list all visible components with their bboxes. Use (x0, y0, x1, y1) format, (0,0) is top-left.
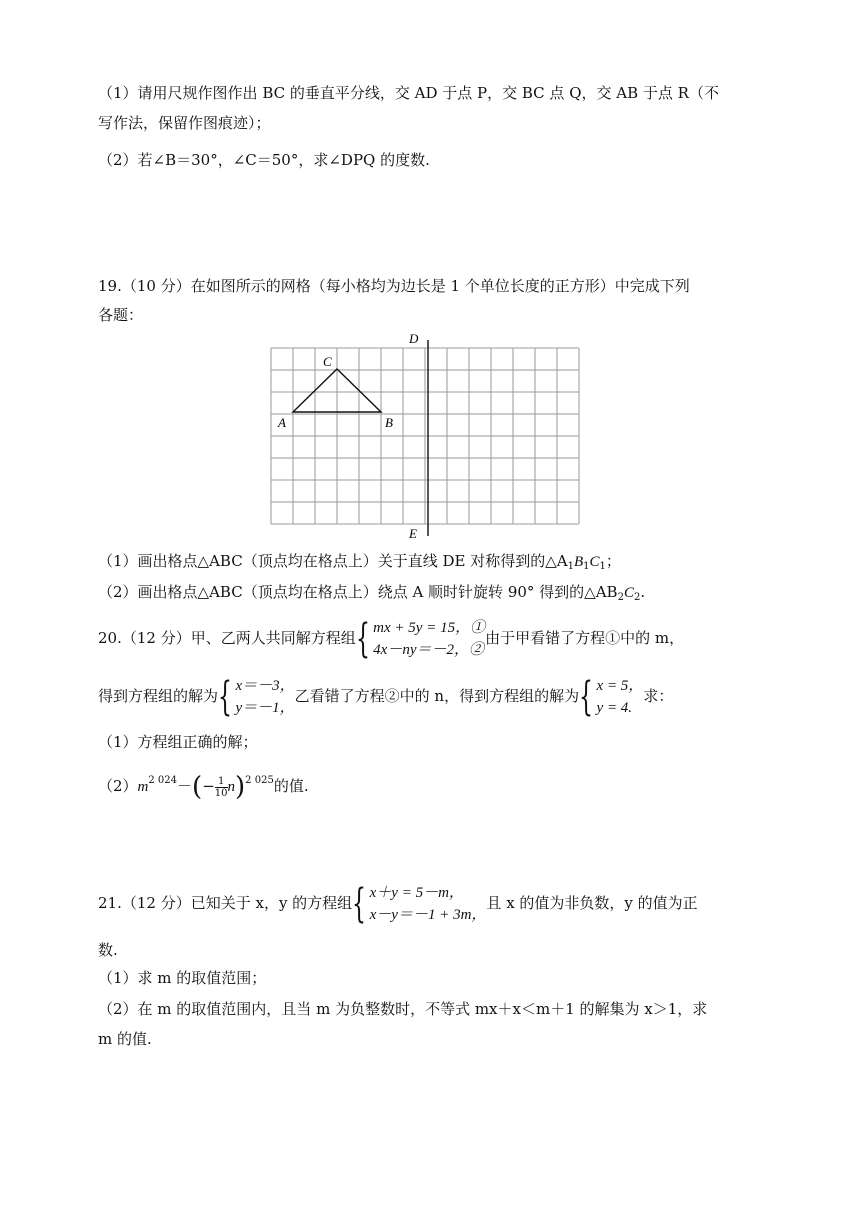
q21-stem: 21.（12 分）已知关于 x，y 的方程组{ x＋y = 5－m， x－y＝－1 + 3m， 且 x 的值为非负数，y 的值为正 (98, 881, 698, 927)
equation-system-1: mx + 5y = 15，① 4x－ny＝－2，② (373, 620, 486, 658)
q19-part2: （2）画出格点△ABC（顶点均在格点上）绕点 A 顺时针旋转 90° 得到的$\triangle AB_2C_2$. (98, 583, 646, 603)
q19-stem-line1: 19.（10 分）在如图所示的网格（每小格均为边长是 1 个单位长度的正方形）中完成下列 (98, 277, 690, 295)
equation-system-2: x＋y = 5－m， x－y＝－1 + 3m， (369, 885, 487, 923)
label-c: C (323, 354, 332, 369)
q21-part2-line2: m 的值. (98, 1030, 152, 1048)
q19-part1: （1）画出格点△ABC（顶点均在格点上）关于直线 DE 对称得到的$\triangle A_1B_1C_1$； (98, 552, 621, 572)
grid-lines (271, 348, 579, 524)
q18-part1-line1: （1）请用尺规作图作出 BC 的垂直平分线，交 AD 于点 P，交 BC 点 Q，交 AB 于点 R（不 (98, 84, 719, 102)
q20-part1: （1）方程组正确的解； (98, 733, 258, 751)
q20-part2: $(2)m^{2 024}-(-$ $\frac{1}{10}$ n)$^{2 025}$的值. (98, 772, 309, 802)
label-d: D (409, 331, 419, 346)
q18-part1-line2: 写作法，保留作图痕迹）； (98, 114, 271, 132)
q18-part2: （2）若∠B＝30°，∠C＝50°，求∠DPQ 的度数. (98, 151, 430, 169)
label-a: A (278, 415, 286, 430)
solution-2: x = 5， y = 4. (596, 678, 644, 716)
label-b: B (385, 415, 393, 430)
q21-part1: （1）求 m 的取值范围； (98, 969, 267, 987)
q21-part2-line1: （2）在 m 的取值范围内，且当 m 为负整数时，不等式 mx＋x＜m＋1 的解集为 x＞1，求 (98, 1000, 708, 1018)
q20-solutions: 得到方程组的解为{ x＝－3， y＝－1， 乙看错了方程②中的 n，得到方程组的解为{ x = 5， y = 4. 求： (98, 674, 674, 720)
solution-1: x＝－3， y＝－1， (235, 678, 295, 716)
q21-stem-line2: 数. (98, 941, 118, 959)
fraction: $\frac{1}{10}$ (214, 775, 228, 799)
q19-stem-line2: 各题： (98, 306, 144, 324)
label-e: E (409, 526, 417, 540)
grid-figure (262, 330, 602, 540)
brace: { (355, 616, 370, 662)
q20-stem: 20.（12 分）甲、乙两人共同解方程组{ mx + 5y = 15，① 4x－ny＝－2，② 由于甲看错了方程①中的 m， (98, 616, 685, 662)
